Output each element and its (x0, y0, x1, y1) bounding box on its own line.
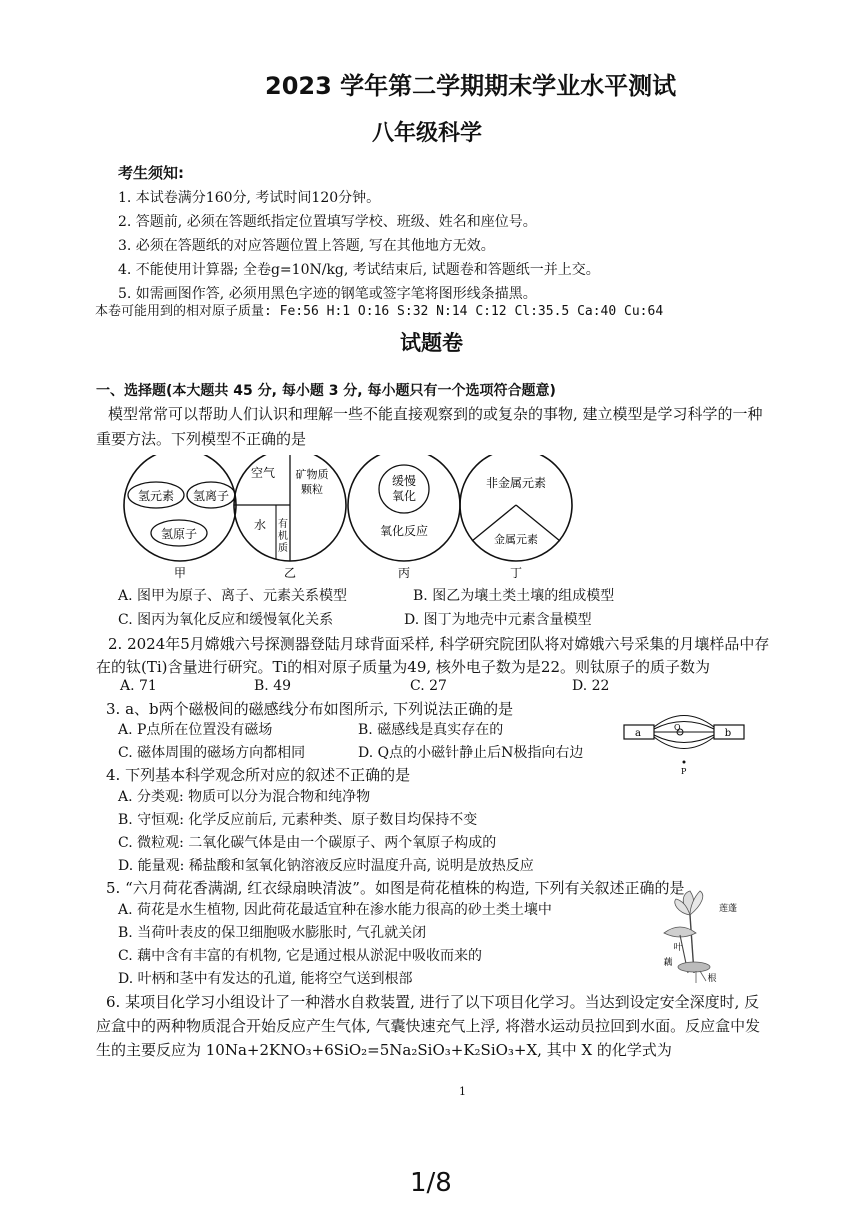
notice-heading: 考生须知: (118, 164, 184, 182)
exam-subtitle: 八年级科学 (372, 121, 483, 146)
jia-hydrogen-ion: 氢离子 (192, 489, 230, 503)
point-q-label: Q (674, 723, 681, 732)
section-title: 试题卷 (400, 331, 463, 355)
q6-line2: 应盒中的两种物质混合开始反应产生气体, 气囊快速充气上浮, 将潜水运动员拉回到水面。反应盒中发 (96, 1017, 761, 1035)
q5-stem: 5. “六月荷花香满湖, 红衣绿扇映清波”。如图是荷花植株的构造, 下列有关叙述正确的是 (106, 879, 685, 897)
notice-item-5: 5. 如需画图作答, 必须用黑色字迹的钢笔或签字笔将图形线条描黑。 (118, 286, 537, 302)
q2-option-a: A. 71 (120, 678, 157, 694)
q4-option-c: C. 微粒观: 二氧化碳气体是由一个碳原子、两个氧原子构成的 (118, 835, 497, 851)
yi-organic-1: 有 (278, 519, 288, 530)
notice-item-3: 3. 必须在答题纸的对应答题位置上答题, 写在其他地方无效。 (118, 238, 495, 254)
diagram-yi (234, 455, 346, 580)
q2-line1: 2. 2024年5月嫦娥六号探测器登陆月球背面采样, 科学研究院团队将对嫦娥六号采集的月壤样品中存 (108, 635, 770, 653)
q3-option-b: B. 磁感线是真实存在的 (358, 722, 504, 738)
diagram-bing (348, 455, 460, 580)
notice-item-1: 1. 本试卷满分160分, 考试时间120分钟。 (118, 190, 381, 206)
diagram-ding (460, 455, 572, 580)
ding-label: 丁 (509, 566, 523, 580)
page-number-large: 1/8 (410, 1168, 452, 1198)
yi-air: 空气 (250, 466, 276, 480)
point-p-label: P (681, 767, 687, 776)
q5-option-b: B. 当荷叶表皮的保卫细胞吸水膨胀时, 气孔就关闭 (118, 925, 427, 941)
jia-hydrogen-atom: 氢原子 (160, 527, 198, 541)
lotus-root-label: 根 (707, 974, 717, 984)
q3-stem: 3. a、b两个磁极间的磁感线分布如图所示, 下列说法正确的是 (106, 700, 514, 718)
page-number-small: 1 (459, 1085, 466, 1098)
q5-option-d: D. 叶柄和茎中有发达的孔道, 能将空气送到根部 (118, 971, 413, 987)
ding-nonmetal: 非金属元素 (485, 476, 547, 490)
magnet-b-label: b (724, 728, 732, 739)
magnet-a-label: a (635, 728, 641, 739)
yi-label: 乙 (283, 566, 297, 580)
lotus-seedpod-label: 莲蓬 (718, 904, 738, 914)
yi-mineral-2: 颗粒 (301, 483, 323, 496)
yi-water: 水 (253, 518, 267, 532)
lotus-leaf-label: 叶 (673, 943, 683, 953)
exam-title: 2023 学年第二学期期末学业水平测试 (265, 72, 677, 100)
notice-item-2: 2. 答题前, 必须在答题纸指定位置填写学校、班级、姓名和座位号。 (118, 214, 537, 230)
q1-option-c: C. 图丙为氧化反应和缓慢氧化关系 (118, 612, 334, 628)
ding-metal: 金属元素 (494, 533, 538, 546)
q1-stem-line2: 重要方法。下列模型不正确的是 (96, 430, 307, 448)
q2-option-c: C. 27 (410, 678, 447, 694)
q6-line1: 6. 某项目化学习小组设计了一种潜水自救装置, 进行了以下项目化学习。当达到设定安全深度时, 反 (106, 993, 760, 1011)
q5-option-a: A. 荷花是水生植物, 因此荷花最适宜种在渗水能力很高的砂土类土壤中 (118, 902, 552, 918)
bing-slow-2: 氧化 (391, 489, 417, 503)
q3-option-c: C. 磁体周围的磁场方向都相同 (118, 745, 306, 761)
q3-option-a: A. P点所在位置没有磁场 (118, 722, 273, 738)
q1-option-d: D. 图丁为地壳中元素含量模型 (404, 612, 592, 628)
yi-organic-3: 质 (278, 543, 288, 554)
diagram-jia (124, 455, 236, 580)
q2-line2: 在的钛(Ti)含量进行研究。Ti的相对原子质量为49, 核外电子数为是22。则钛原子的质子数为 (96, 658, 711, 676)
q1-diagrams (100, 455, 720, 580)
q5-option-c: C. 藕中含有丰富的有机物, 它是通过根从淤泥中吸收而来的 (118, 948, 483, 964)
jia-hydrogen-element: 氢元素 (137, 489, 175, 503)
bing-slow-1: 缓慢 (391, 474, 417, 488)
atomic-masses: 本卷可能用到的相对原子质量: Fe:56 H:1 O:16 S:32 N:14 C:12 Cl:35.5 Ca:40 Cu:64 (95, 304, 664, 319)
q4-option-d: D. 能量观: 稀盐酸和氢氧化钠溶液反应时温度升高, 说明是放热反应 (118, 858, 534, 874)
q1-option-b: B. 图乙为壤土类土壤的组成模型 (413, 588, 615, 604)
q4-stem: 4. 下列基本科学观念所对应的叙述不正确的是 (106, 766, 411, 784)
q2-option-b: B. 49 (254, 678, 292, 694)
notice-item-4: 4. 不能使用计算器; 全卷g=10N/kg, 考试结束后, 试题卷和答题纸一并上交。 (118, 262, 600, 278)
q4-option-a: A. 分类观: 物质可以分为混合物和纯净物 (118, 789, 371, 805)
lotus-root-tuber-label: 藕 (663, 958, 673, 968)
jia-label: 甲 (173, 566, 187, 580)
yi-mineral-1: 矿物质 (295, 468, 329, 481)
q1-stem-line1: 模型常常可以帮助人们认识和理解一些不能直接观察到的或复杂的事物, 建立模型是学习科学的一种 (108, 405, 763, 423)
q6-line3: 生的主要反应为 10Na+2KNO₃+6SiO₂=5Na₂SiO₃+K₂SiO₃+X, 其中 X 的化学式为 (96, 1041, 672, 1059)
q3-magnet-figure (622, 712, 746, 782)
q1-option-a: A. 图甲为原子、离子、元素关系模型 (118, 588, 348, 604)
yi-organic-2: 机 (278, 531, 288, 542)
q2-option-d: D. 22 (572, 678, 610, 694)
q3-option-d: D. Q点的小磁针静止后N极指向右边 (358, 745, 584, 761)
part1-heading: 一、选择题(本大题共 45 分, 每小题 3 分, 每小题只有一个选项符合题意) (96, 383, 556, 399)
q5-lotus-figure (650, 885, 750, 985)
bing-label: 丙 (397, 566, 411, 580)
q4-option-b: B. 守恒观: 化学反应前后, 元素种类、原子数目均保持不变 (118, 812, 478, 828)
bing-oxidation: 氧化反应 (379, 524, 429, 538)
